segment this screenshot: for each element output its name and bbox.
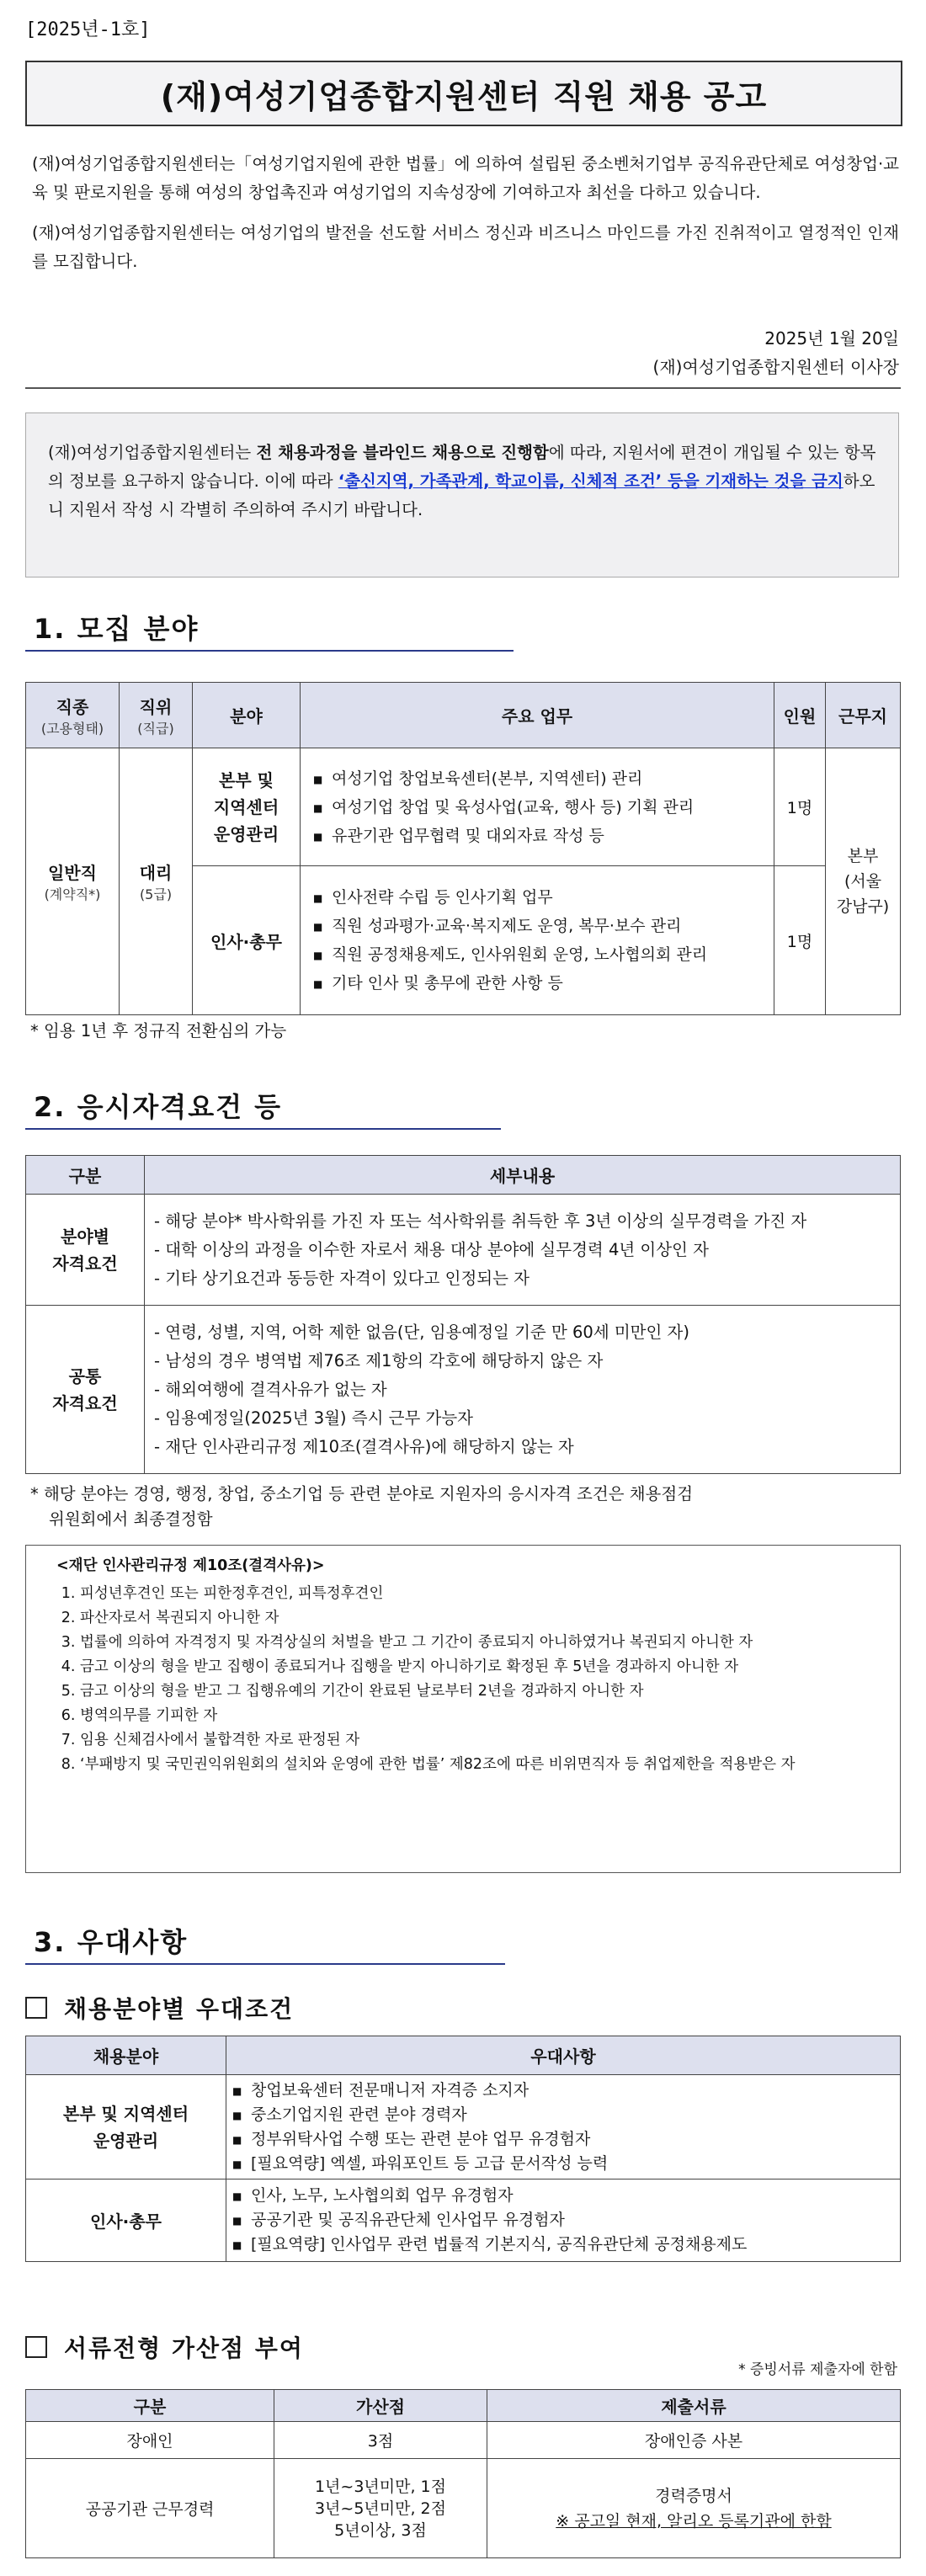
header-rank: 직위 (직급): [120, 683, 193, 748]
section-underline: [25, 1963, 505, 1965]
qualification-table: [25, 1155, 901, 1474]
header-count: 인원: [774, 683, 826, 748]
count-cell: 1명: [774, 866, 826, 1015]
place-cell: 본부 (서울 강남구): [826, 748, 901, 1015]
detail-cell: [145, 1306, 901, 1474]
issue-number: [2025년-1호]: [25, 19, 151, 40]
list-item: 7. 임용 신체검사에서 불합격한 자로 판정된 자: [80, 1728, 886, 1753]
header-documents: 제출서류: [487, 2390, 901, 2422]
signer: (재)여성기업종합지원센터 이사장: [652, 357, 899, 377]
checkbox-icon: [25, 2336, 47, 2358]
blind-hiring-notice: [25, 412, 899, 577]
list-item: ■ 인사전략 수립 등 인사기획 업무: [313, 883, 773, 912]
preference-cell: [226, 2179, 901, 2262]
header-category: 구분: [26, 2390, 274, 2422]
disqualification-rules: [25, 1545, 901, 1873]
list-item: ■ 중소기업지원 관련 분야 경력자: [232, 2103, 899, 2127]
section-3-title: 3. 우대사항: [34, 1926, 189, 1958]
subsection-title: 채용분야별 우대조건: [64, 1995, 295, 2023]
list-item: - 재단 인사관리규정 제10조(결격사유)에 해당하지 않는 자: [154, 1436, 574, 1456]
preference-cell: [226, 2075, 901, 2179]
list-item: ■ [필요역량] 인사업무 관련 법률적 기본지식, 공직유관단체 공정채용제도: [232, 2233, 899, 2257]
points-cell: 1년~3년미만, 1점 3년~5년미만, 2점 5년이상, 3점: [274, 2459, 487, 2558]
notice-text: (재)여성기업종합지원센터는: [48, 443, 257, 462]
list-item: - 해외여행에 결격사유가 없는 자: [154, 1379, 387, 1399]
documents-cell: 장애인증 사본: [487, 2422, 901, 2459]
header-points: 가산점: [274, 2390, 487, 2422]
job-type-cell: 일반직 (계약직*): [26, 748, 120, 1015]
list-item: ■ 유관기관 업무협력 및 대외자료 작성 등: [313, 822, 773, 850]
preference-table: [25, 2036, 901, 2262]
rules-title: <재단 인사관리규정 제10조(결격사유)>: [56, 1557, 325, 1574]
list-item: - 해당 분야* 박사학위를 가진 자 또는 석사학위를 취득한 후 3년 이상의 실무경력을 가진 자: [154, 1211, 807, 1231]
field-cell: 본부 및 지역센터 운영관리: [26, 2075, 226, 2179]
notice-bold: 전 채용과정을 블라인드 채용으로 진행함: [256, 443, 549, 462]
category-cell: 장애인: [26, 2422, 274, 2459]
list-item: 5. 금고 이상의 형을 받고 그 집행유예의 기간이 완료된 날로부터 2년을 경과하지 아니한 자: [80, 1679, 886, 1704]
documents-cell: 경력증명서 ※ 공고일 현재, 알리오 등록기관에 한함: [487, 2459, 901, 2558]
header-duty: 주요 업무: [301, 683, 774, 748]
intro-paragraph-2: (재)여성기업종합지원센터는 여성기업의 발전을 선도할 서비스 정신과 비즈니스 마인드를 가진 진취적이고 열정적인 인재를 모집합니다.: [32, 223, 899, 271]
list-item: ■ [필요역량] 엑셀, 파워포인트 등 고급 문서작성 능력: [232, 2152, 899, 2176]
section-2-title: 2. 응시자격요건 등: [34, 1091, 283, 1123]
section-underline: [25, 650, 514, 652]
list-item: ■ 정부위탁사업 수행 또는 관련 분야 업무 유경험자: [232, 2127, 899, 2152]
announcement-date: 2025년 1월 20일: [764, 328, 899, 349]
subsection-bonus: [25, 2330, 304, 2364]
intro: [32, 150, 899, 288]
row-label: 분야별 자격요건: [26, 1195, 145, 1306]
list-item: - 대학 이상의 과정을 이수한 자로서 채용 대상 분야에 실무경력 4년 이상인 자: [154, 1239, 709, 1259]
detail-cell: [145, 1195, 901, 1306]
subsection-preference: [25, 1991, 294, 2025]
list-item: - 연령, 성별, 지역, 어학 제한 없음(단, 임용예정일 기준 만 60세 미만인 자): [154, 1322, 690, 1342]
list-item: - 기타 상기요건과 동등한 자격이 있다고 인정되는 자: [154, 1268, 530, 1288]
bonus-note: * 증빙서류 제출자에 한함: [738, 2361, 897, 2378]
section-2-footnote: * 해당 분야는 경영, 행정, 창업, 중소기업 등 관련 분야로 지원자의 응시자격 조건은 채용점검 위원회에서 최종결정함: [30, 1484, 694, 1529]
list-item: - 남성의 경우 병역법 제76조 제1항의 각호에 해당하지 않은 자: [154, 1350, 604, 1370]
header-field: 채용분야: [26, 2036, 226, 2075]
checkbox-icon: [25, 1997, 47, 2019]
signature-block: [653, 324, 899, 381]
row-label: 공통 자격요건: [26, 1306, 145, 1474]
list-item: ■ 직원 공정채용제도, 인사위원회 운영, 노사협의회 관리: [313, 940, 773, 969]
recruitment-table: [25, 682, 901, 1015]
duty-cell: [301, 866, 774, 1015]
header-place: 근무지: [826, 683, 901, 748]
header-field: 분야: [193, 683, 301, 748]
list-item: ■ 인사, 노무, 노사협의회 업무 유경험자: [232, 2184, 899, 2208]
intro-paragraph-1: (재)여성기업종합지원센터는「여성기업지원에 관한 법률」에 의하여 설립된 중소벤처기업부 공직유관단체로 여성창업·교육 및 판로지원을 통해 여성의 창업촉진과 여성기업의 지속성장에 기여하고자 최선을 다하고 있습니다.: [32, 154, 899, 202]
header-category: 구분: [26, 1156, 145, 1195]
list-item: ■ 기타 인사 및 총무에 관한 사항 등: [313, 969, 773, 998]
section-underline: [25, 1128, 501, 1130]
bonus-table: [25, 2389, 901, 2558]
header-detail: 세부내용: [145, 1156, 901, 1195]
category-cell: 공공기관 근무경력: [26, 2459, 274, 2558]
list-item: ■ 여성기업 창업 및 육성사업(교육, 행사 등) 기획 관리: [313, 793, 773, 822]
list-item: - 임용예정일(2025년 3월) 즉시 근무 가능자: [154, 1408, 473, 1428]
list-item: 4. 금고 이상의 형을 받고 집행이 종료되거나 집행을 받지 아니하기로 확정된 후 5년을 경과하지 아니한 자: [80, 1655, 886, 1679]
list-item: ■ 공공기관 및 공직유관단체 인사업무 유경험자: [232, 2208, 899, 2233]
rank-cell: 대리 (5급): [120, 748, 193, 1015]
field-cell: 인사·총무: [193, 866, 301, 1015]
section-1-footnote: * 임용 1년 후 정규직 전환심의 가능: [30, 1021, 287, 1041]
list-item: 3. 법률에 의하여 자격정지 및 자격상실의 처벌을 받고 그 기간이 종료되지 아니하였거나 복권되지 아니한 자: [80, 1631, 886, 1655]
duty-cell: [301, 748, 774, 866]
header-preference: 우대사항: [226, 2036, 901, 2075]
points-cell: 3점: [274, 2422, 487, 2459]
subsection-title: 서류전형 가산점 부여: [64, 2334, 304, 2362]
notice-text: 하오니 지원서 작성 시 각별히 주의하여 주시기 바랍니다.: [48, 471, 875, 519]
notice-text: 에 따라, 지원서에 편견이 개입될 수 있는 항목의 정보를 요구하지 않습니다. 이에 따라: [48, 443, 876, 491]
field-cell: 인사·총무: [26, 2179, 226, 2262]
notice-highlight: ‘출신지역, 가족관계, 학교이름, 신체적 조건’ 등을 기재하는 것을 금지: [338, 471, 844, 491]
header-type: 직종 (고용형태): [26, 683, 120, 748]
list-item: ■ 창업보육센터 전문매니저 자격증 소지자: [232, 2078, 899, 2103]
section-1-title: 1. 모집 분야: [34, 613, 200, 645]
list-item: ■ 여성기업 창업보육센터(본부, 지역센터) 관리: [313, 764, 773, 793]
list-item: 6. 병역의무를 기피한 자: [80, 1704, 886, 1728]
page-title: (재)여성기업종합지원센터 직원 채용 공고: [25, 61, 902, 126]
count-cell: 1명: [774, 748, 826, 866]
list-item: 1. 피성년후견인 또는 피한정후견인, 피특정후견인: [80, 1582, 886, 1606]
field-cell: 본부 및 지역센터 운영관리: [193, 748, 301, 866]
list-item: 8. ‘부패방지 및 국민권익위원회의 설치와 운영에 관한 법률’ 제82조에 따른 비위면직자 등 취업제한을 적용받은 자: [80, 1753, 886, 1777]
divider: [25, 387, 901, 389]
list-item: ■ 직원 성과평가·교육·복지제도 운영, 복무·보수 관리: [313, 912, 773, 940]
list-item: 2. 파산자로서 복권되지 아니한 자: [80, 1606, 886, 1631]
